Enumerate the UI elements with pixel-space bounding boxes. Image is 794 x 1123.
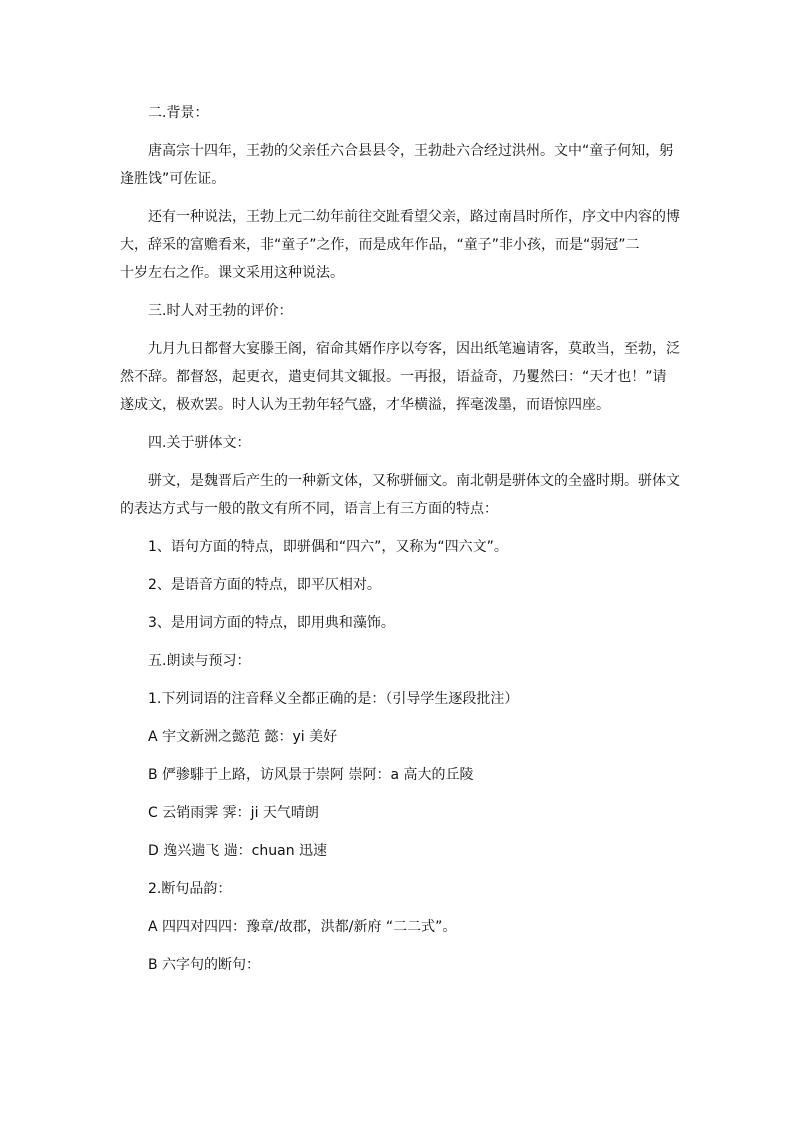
option-c: C 云销雨霁 霁：ji 天气晴朗 — [148, 805, 319, 821]
section-heading-parallel-prose: 四.关于骈体文： — [148, 435, 251, 451]
paragraph-evaluation-line-3: 遂成文，极欢罢。时人认为王勃年轻气盛，才华横溢，挥毫泼墨，而语惊四座。 — [120, 397, 610, 413]
paragraph-parallel-prose-line-1: 骈文，是魏晋后产生的一种新文体，又称骈俪文。南北朝是骈体文的全盛时期。骈体文 — [148, 473, 680, 489]
option-a: A 宇文新洲之懿范 懿：yi 美好 — [148, 729, 338, 745]
list-item-1: 1、语句方面的特点，即骈偶和“四六”，又称为“四六文”。 — [148, 539, 508, 555]
paragraph-alt-view-line-1: 还有一种说法，王勃上元二幼年前往交趾看望父亲，路过南昌时所作，序文中内容的博 — [148, 209, 680, 225]
question-2: 2.断句品韵： — [148, 881, 232, 897]
option-d: D 逸兴遄飞 遄：chuan 迅速 — [148, 843, 328, 859]
section-heading-reading-preview: 五.朗读与预习： — [148, 653, 251, 669]
list-item-3: 3、是用词方面的特点，即用典和藻饰。 — [148, 615, 395, 631]
paragraph-background-line-2: 逢胜饯”可佐证。 — [120, 171, 226, 187]
option-b: B 俨骖騑于上路，访风景于崇阿 崇阿：a 高大的丘陵 — [148, 767, 474, 783]
section-heading-evaluation: 三.时人对王勃的评价： — [148, 303, 293, 319]
section-heading-background: 二.背景： — [148, 105, 209, 121]
question-1: 1.下列词语的注音释义全都正确的是：（引导学生逐段批注） — [148, 691, 519, 707]
paragraph-evaluation-line-1: 九月九日都督大宴滕王阁，宿命其婿作序以夸客，因出纸笔遍请客，莫敢当，至勃，泛 — [148, 341, 680, 357]
question-2-a: A 四四对四四：豫章/故郡，洪都/新府 “二二式”。 — [148, 919, 457, 935]
list-item-2: 2、是语音方面的特点，即平仄相对。 — [148, 577, 381, 593]
paragraph-background-line-1: 唐高宗十四年，王勃的父亲任六合县县令，王勃赴六合经过洪州。文中“童子何知，躬 — [148, 143, 674, 159]
question-2-b: B 六字句的断句： — [148, 957, 261, 973]
paragraph-alt-view-line-3: 十岁左右之作。课文采用这种说法。 — [120, 265, 344, 281]
paragraph-evaluation-line-2: 然不辞。都督怒，起更衣，遣吏伺其文辄报。一再报，语益奇，乃矍然曰：“天才也！”请 — [120, 369, 667, 385]
paragraph-parallel-prose-line-2: 的表达方式与一般的散文有所不同，语言上有三方面的特点： — [120, 501, 498, 517]
paragraph-alt-view-line-2: 大，辞采的富赡看来，非“童子”之作，而是成年作品，“童子”非小孩，而是“弱冠”二 — [120, 237, 640, 253]
